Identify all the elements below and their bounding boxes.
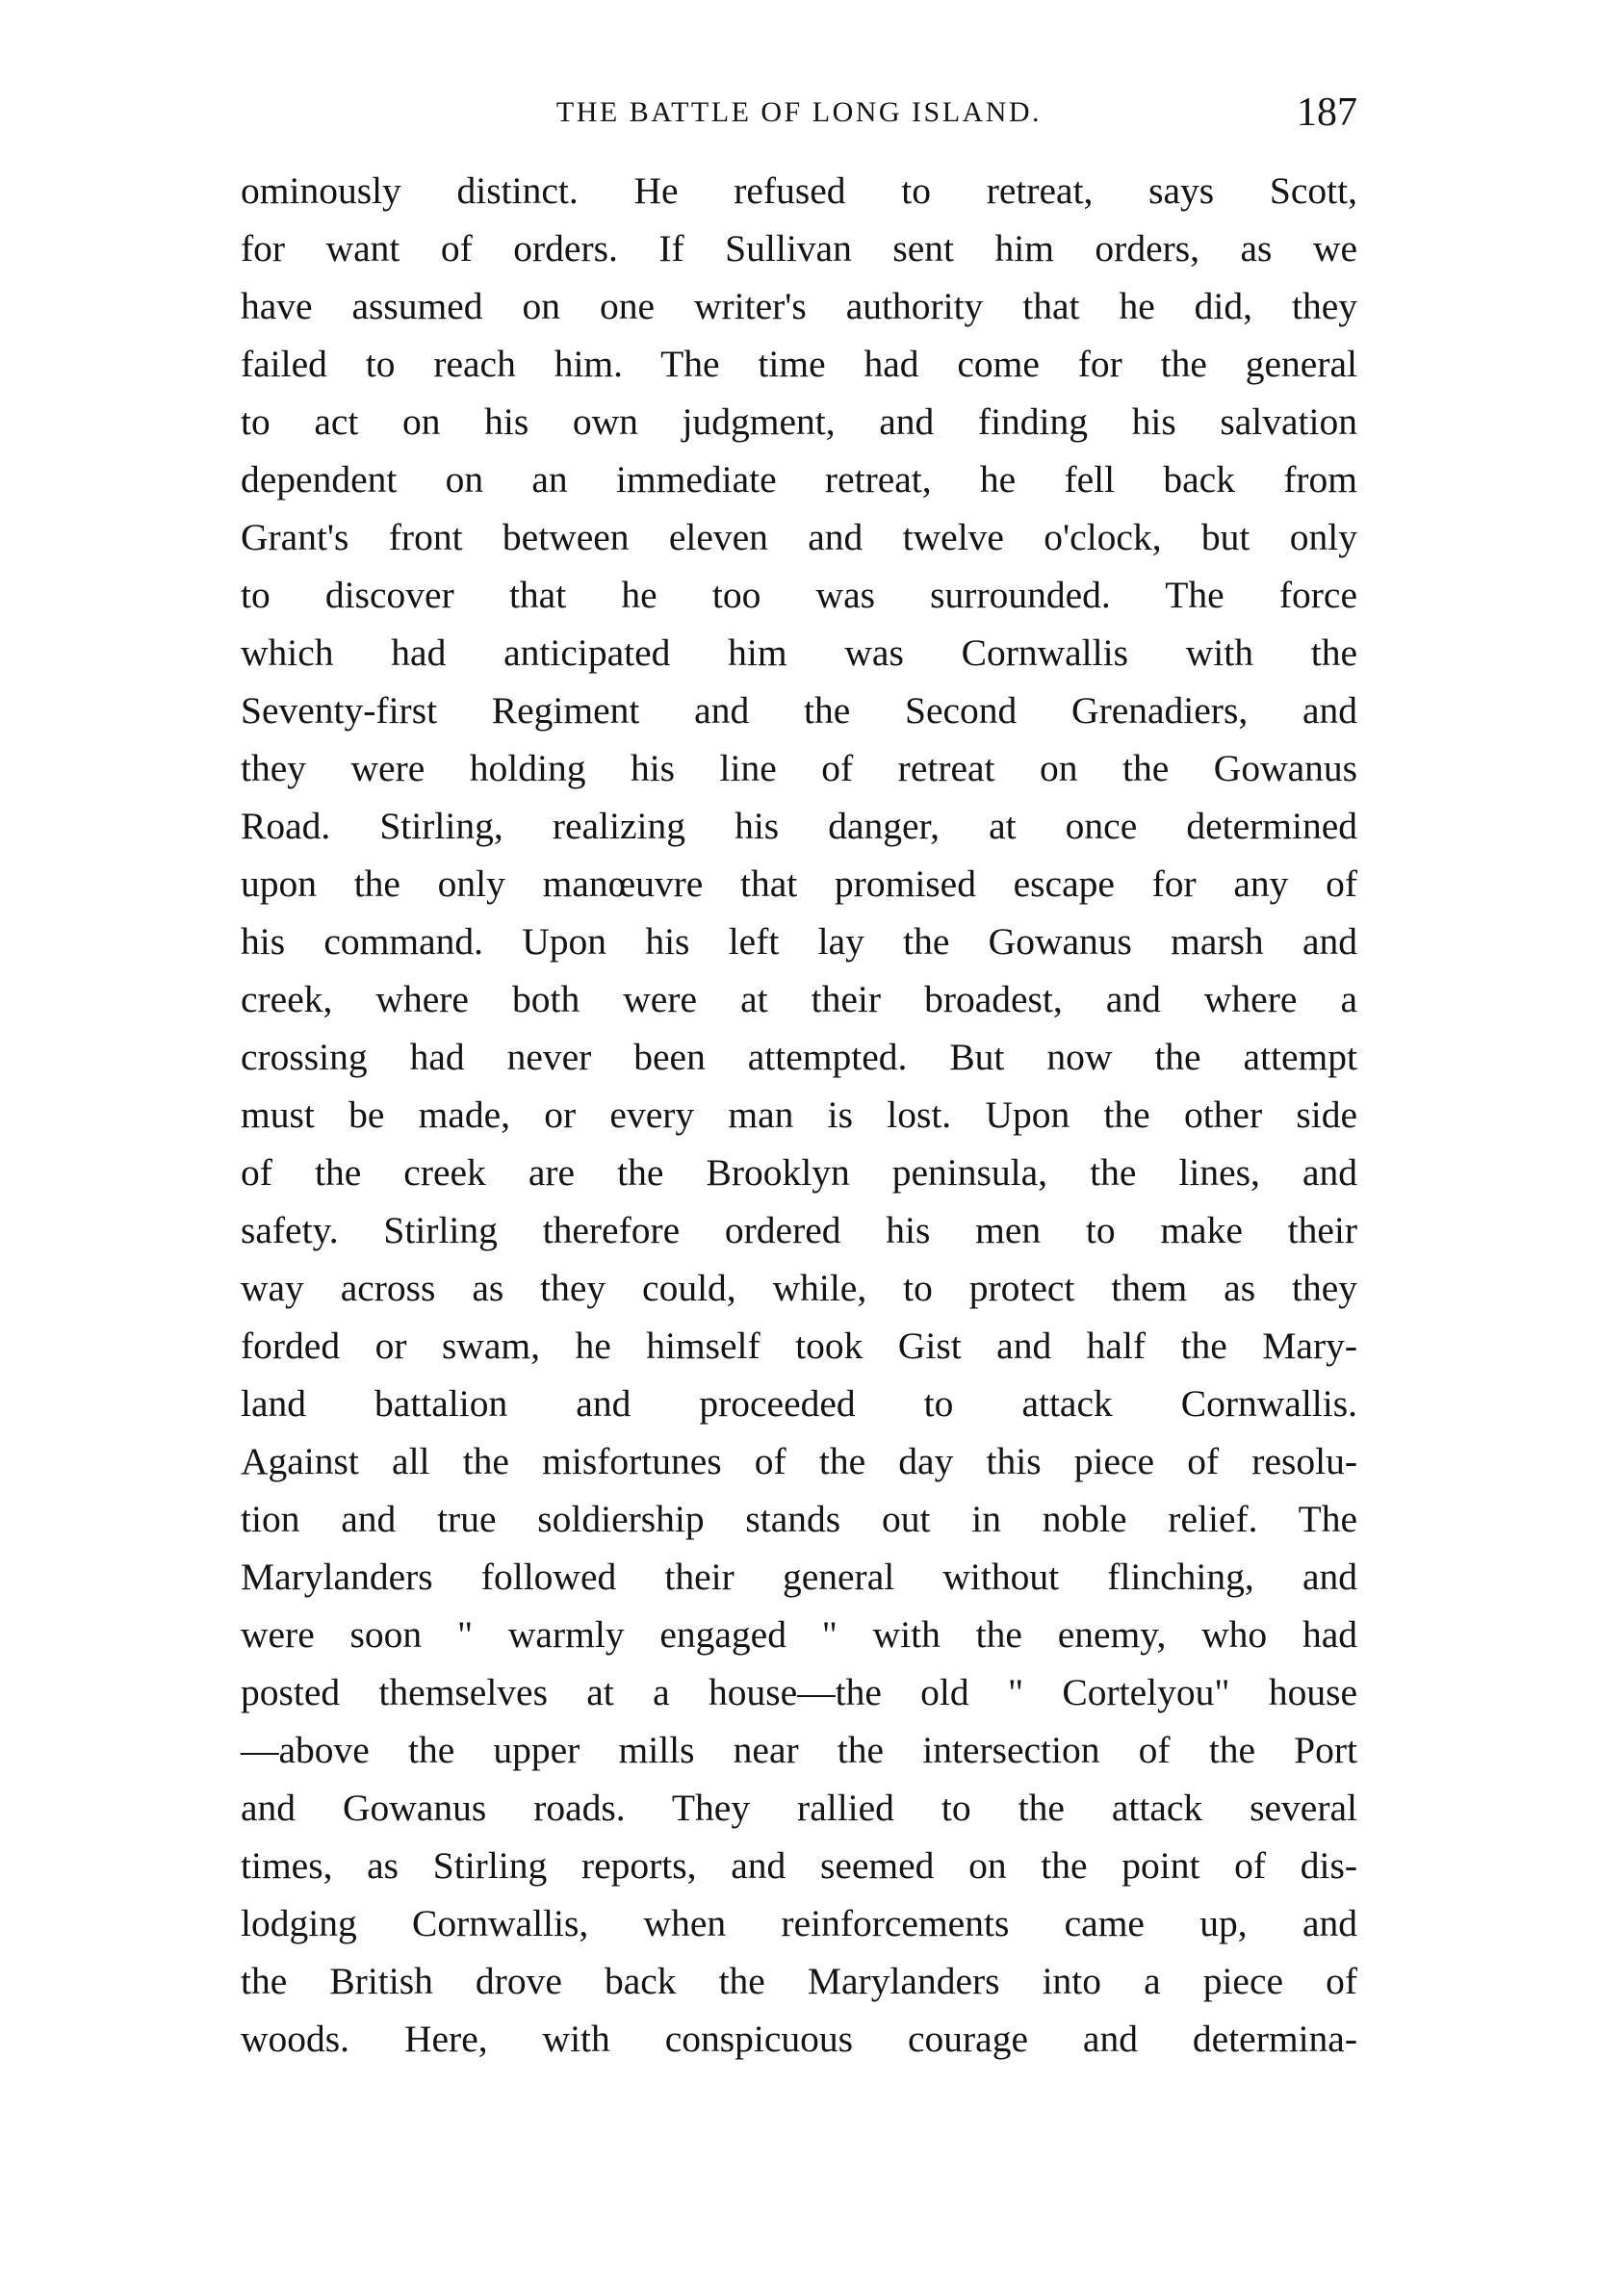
text-line: —above the upper mills near the intersection of the Port	[241, 1729, 1357, 1771]
text-line: and Gowanus roads. They rallied to the attack several	[241, 1787, 1357, 1829]
text-line: way across as they could, while, to protect them as they	[241, 1267, 1357, 1309]
text-line: dependent on an immediate retreat, he fell back from	[241, 458, 1357, 501]
text-line: posted themselves at a house—the old " Cortelyou" house	[241, 1671, 1357, 1713]
text-line: have assumed on one writer's authority that he did, they	[241, 285, 1357, 327]
text-line: his command. Upon his left lay the Gowanus marsh and	[241, 920, 1357, 963]
text-line: they were holding his line of retreat on the Gowanus	[241, 747, 1357, 789]
text-line: creek, where both were at their broadest, and where a	[241, 978, 1357, 1020]
text-line: tion and true soldiership stands out in noble relief. The	[241, 1498, 1357, 1540]
text-line: forded or swam, he himself took Gist and half the Mary-	[241, 1325, 1357, 1367]
text-line: to discover that he too was surrounded. The force	[241, 574, 1357, 616]
text-line: of the creek are the Brooklyn peninsula, the lines, and	[241, 1151, 1357, 1194]
text-line: ominously distinct. He refused to retreat, says Scott,	[241, 169, 1357, 212]
text-line: Against all the misfortunes of the day this piece of resolu-	[241, 1440, 1357, 1482]
text-line: the British drove back the Marylanders into a piece of	[241, 1960, 1357, 2002]
text-line: were soon " warmly engaged " with the enemy, who had	[241, 1613, 1357, 1656]
body-text	[241, 162, 1357, 2068]
text-line: Road. Stirling, realizing his danger, at once determined	[241, 805, 1357, 847]
text-line: must be made, or every man is lost. Upon the other side	[241, 1094, 1357, 1136]
text-line: crossing had never been attempted. But now the attempt	[241, 1036, 1357, 1078]
text-line: upon the only manœuvre that promised escape for any of	[241, 862, 1357, 905]
text-line: times, as Stirling reports, and seemed on the point of dis-	[241, 1844, 1357, 1887]
text-line: failed to reach him. The time had come for the general	[241, 343, 1357, 385]
text-line: safety. Stirling therefore ordered his men to make their	[241, 1209, 1357, 1251]
running-head	[241, 89, 1357, 137]
page-number: 187	[1297, 90, 1357, 135]
text-line: Seventy-first Regiment and the Second Grenadiers, and	[241, 689, 1357, 732]
text-line: for want of orders. If Sullivan sent him orders, as we	[241, 227, 1357, 270]
text-line: to act on his own judgment, and finding his salvation	[241, 400, 1357, 443]
running-title: THE BATTLE OF LONG ISLAND.	[555, 96, 1043, 128]
text-line: Marylanders followed their general without flinching, and	[241, 1556, 1357, 1598]
text-line: which had anticipated him was Cornwallis with the	[241, 631, 1357, 674]
text-line: lodging Cornwallis, when reinforcements came up, and	[241, 1902, 1357, 1944]
text-line: land battalion and proceeded to attack Cornwallis.	[241, 1382, 1357, 1425]
text-line: woods. Here, with conspicuous courage and determina-	[241, 2018, 1357, 2060]
text-line: Grant's front between eleven and twelve o'clock, but only	[241, 516, 1357, 558]
